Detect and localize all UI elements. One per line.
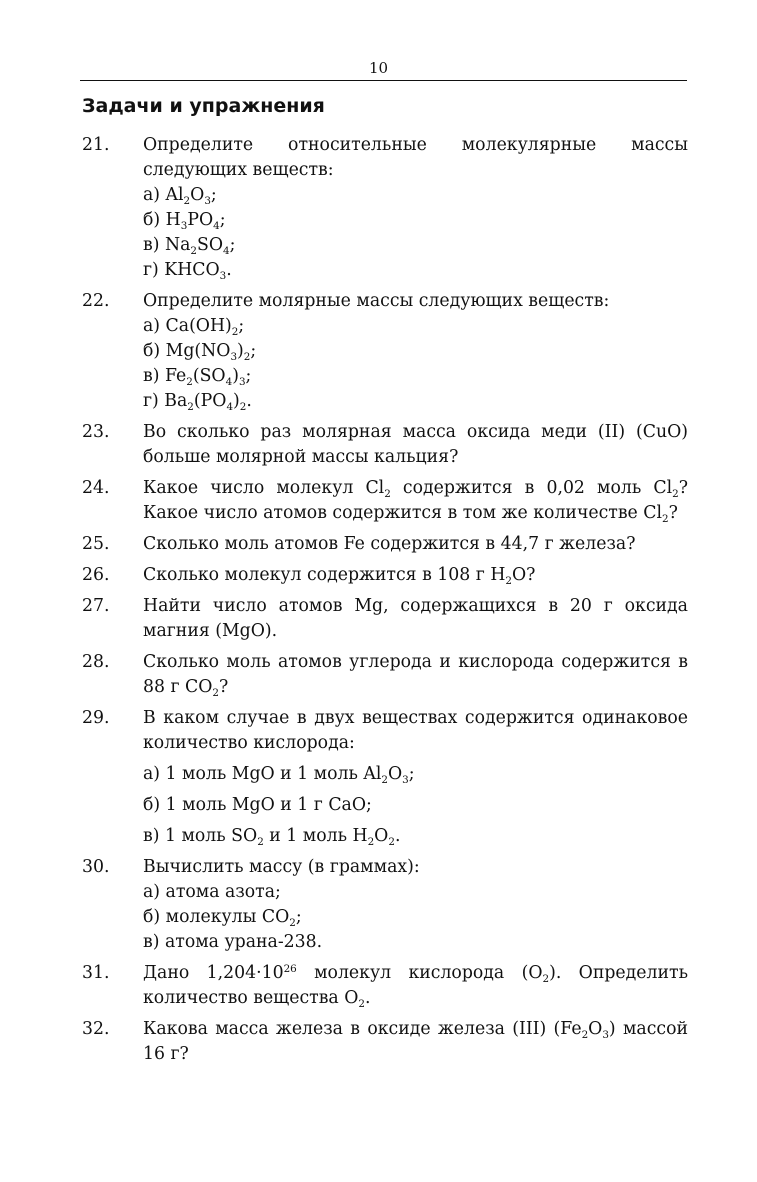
option-item — [143, 824, 688, 849]
problem-statement — [143, 476, 688, 526]
text-run: молекул кислорода (O — [296, 963, 543, 983]
option-item — [143, 314, 688, 339]
text-run: O — [374, 826, 389, 846]
subscript: 2 — [384, 487, 391, 500]
text-run: г) Ba — [143, 391, 188, 411]
subscript: 3 — [204, 194, 211, 207]
option-item — [143, 183, 688, 208]
text-run: в) атома урана-238. — [143, 932, 323, 952]
problem-statement — [143, 594, 688, 644]
text-run: PO — [187, 210, 214, 230]
text-run: ; — [245, 366, 252, 386]
problem-number: 30. — [82, 857, 110, 877]
problem-body — [143, 855, 688, 955]
text-run: O — [388, 764, 403, 784]
text-run: ; — [210, 185, 217, 205]
problem-statement — [143, 563, 688, 588]
text-run: содержится в 0,02 моль Cl — [390, 478, 673, 498]
text-run: O — [190, 185, 205, 205]
text-run: . — [365, 988, 371, 1008]
problem-statement — [143, 1017, 688, 1067]
problem-body — [143, 476, 688, 526]
subscript: 2 — [672, 487, 679, 500]
problem-item — [82, 476, 688, 526]
text-run: Сколько моль атомов углерода и кислорода содержится в 88 г CO — [143, 652, 688, 697]
text-run: ; — [408, 764, 415, 784]
option-item — [143, 880, 688, 905]
problem-statement — [143, 961, 688, 1011]
text-run: в) 1 моль SO — [143, 826, 258, 846]
problem-body — [143, 133, 688, 283]
problem-item — [82, 289, 688, 414]
problem-statement — [143, 706, 688, 756]
problem-statement — [143, 133, 688, 183]
option-item — [143, 233, 688, 258]
problem-body — [143, 289, 688, 414]
subscript: 2 — [388, 835, 395, 848]
subscript: 2 — [190, 244, 197, 257]
option-item — [143, 762, 688, 787]
problem-number: 26. — [82, 565, 110, 585]
text-run: ; — [250, 341, 257, 361]
subscript: 3 — [230, 350, 238, 363]
subscript: 2 — [257, 835, 264, 848]
text-run: Сколько моль атомов Fe содержится в 44,7 г железа? — [143, 534, 636, 554]
text-run: в) Na — [143, 235, 191, 255]
option-item — [143, 208, 688, 233]
option-list — [143, 762, 688, 849]
problem-statement — [143, 532, 688, 557]
problem-body — [143, 961, 688, 1011]
subscript: 2 — [381, 773, 388, 786]
problem-body — [143, 420, 688, 470]
subscript: 4 — [213, 219, 220, 232]
page-number: 10 — [368, 59, 389, 77]
subscript: 2 — [542, 972, 550, 985]
text-run: В каком случае в двух веществах содержится одинаковое количество кислорода: — [143, 708, 688, 753]
text-run: Во сколько раз молярная масса оксида меди (II) (CuO) больше молярной массы кальция? — [143, 422, 688, 467]
text-run: ? Какое число атомов содержится в том же количестве Cl — [143, 478, 689, 523]
text-run: ) — [237, 341, 244, 361]
problem-body — [143, 1017, 688, 1067]
problem-number: 21. — [82, 135, 110, 155]
subscript: 2 — [231, 325, 239, 338]
subscript: 4 — [226, 400, 234, 413]
subscript: 2 — [581, 1028, 589, 1041]
problem-body — [143, 563, 688, 588]
text-run: г) KHCO — [143, 260, 220, 280]
option-item — [143, 389, 688, 414]
text-run: . — [226, 260, 232, 280]
subscript: 2 — [243, 350, 251, 363]
text-run: Вычислить массу (в граммах): — [143, 857, 420, 877]
text-run: Какова масса железа в оксиде железа (III) (Fe — [143, 1019, 582, 1039]
problem-statement — [143, 420, 688, 470]
text-run: ? — [668, 503, 678, 523]
text-run: а) 1 моль MgO и 1 моль Al — [143, 764, 382, 784]
subscript: 2 — [239, 400, 247, 413]
text-run: Дано 1,204·10 — [143, 963, 284, 983]
text-run: O — [588, 1019, 603, 1039]
text-run: а) Ca(OH) — [143, 316, 232, 336]
text-run: ) — [233, 391, 240, 411]
problem-number: 24. — [82, 478, 110, 498]
problem-item — [82, 961, 688, 1011]
problem-list — [82, 133, 688, 1073]
text-run: и 1 моль H — [263, 826, 368, 846]
text-run: б) Mg(NO — [143, 341, 231, 361]
problem-number: 22. — [82, 291, 110, 311]
problem-statement — [143, 289, 688, 314]
header-rule — [80, 80, 687, 81]
text-run: в) Fe — [143, 366, 187, 386]
text-run: (SO — [192, 366, 226, 386]
subscript: 4 — [223, 244, 230, 257]
subscript: 2 — [183, 194, 191, 207]
text-run: ; — [295, 907, 302, 927]
text-run: O? — [511, 565, 536, 585]
text-run: а) Al — [143, 185, 184, 205]
option-item — [143, 793, 688, 818]
text-run: ). Определить количество вещества O — [143, 963, 688, 1008]
option-item — [143, 930, 688, 955]
text-run: SO — [196, 235, 223, 255]
problem-item — [82, 594, 688, 644]
text-run: ? — [219, 677, 229, 697]
text-run: ; — [219, 210, 226, 230]
subscript: 3 — [238, 375, 246, 388]
option-item — [143, 339, 688, 364]
problem-number: 25. — [82, 534, 110, 554]
problem-number: 28. — [82, 652, 110, 672]
subscript: 2 — [212, 686, 220, 699]
text-run: Определите относительные молекулярные массы следующих веществ: — [143, 135, 688, 180]
problem-number: 32. — [82, 1019, 110, 1039]
option-item — [143, 905, 688, 930]
subscript: 2 — [662, 512, 669, 525]
subscript: 3 — [180, 219, 188, 232]
option-item — [143, 258, 688, 283]
text-run: б) молекулы CO — [143, 907, 290, 927]
problem-item — [82, 855, 688, 955]
text-run: ) — [232, 366, 239, 386]
subscript: 2 — [358, 997, 365, 1010]
problem-body — [143, 706, 688, 849]
problem-statement — [143, 650, 688, 700]
subscript: 2 — [289, 916, 296, 929]
subscript: 3 — [219, 269, 227, 282]
option-item — [143, 364, 688, 389]
problem-body — [143, 594, 688, 644]
problem-item — [82, 532, 688, 557]
text-run: Какое число молекул Cl — [143, 478, 385, 498]
superscript: 26 — [283, 962, 297, 975]
subscript: 4 — [225, 375, 233, 388]
problem-body — [143, 532, 688, 557]
problem-item — [82, 650, 688, 700]
text-run: а) атома азота; — [143, 882, 281, 902]
text-run: . — [246, 391, 252, 411]
text-run: ; — [229, 235, 236, 255]
option-list — [143, 183, 688, 283]
text-run: Найти число атомов Mg, содержащихся в 20 г оксида магния (MgO). — [143, 596, 688, 641]
subscript: 2 — [186, 375, 193, 388]
option-list — [143, 314, 688, 414]
problem-body — [143, 650, 688, 700]
option-list — [143, 880, 688, 955]
text-run: ) массой 16 г? — [143, 1019, 688, 1064]
text-run: Определите молярные массы следующих веществ: — [143, 291, 610, 311]
subscript: 3 — [602, 1028, 609, 1041]
text-run: б) H — [143, 210, 181, 230]
problem-number: 29. — [82, 708, 110, 728]
text-run: (PO — [193, 391, 227, 411]
text-run: б) 1 моль MgO и 1 г CaO; — [143, 795, 372, 815]
problem-number: 23. — [82, 422, 110, 442]
text-run: Сколько молекул содержится в 108 г H — [143, 565, 506, 585]
subscript: 2 — [187, 400, 194, 413]
section-heading: Задачи и упражнения — [82, 95, 325, 117]
problem-number: 27. — [82, 596, 110, 616]
problem-item — [82, 133, 688, 283]
problem-item — [82, 1017, 688, 1067]
text-run: ; — [238, 316, 245, 336]
subscript: 2 — [367, 835, 375, 848]
subscript: 2 — [505, 574, 512, 587]
subscript: 3 — [402, 773, 409, 786]
problem-item — [82, 706, 688, 849]
text-run: . — [394, 826, 401, 846]
problem-item — [82, 563, 688, 588]
problem-statement — [143, 855, 688, 880]
problem-number: 31. — [82, 963, 110, 983]
problem-item — [82, 420, 688, 470]
